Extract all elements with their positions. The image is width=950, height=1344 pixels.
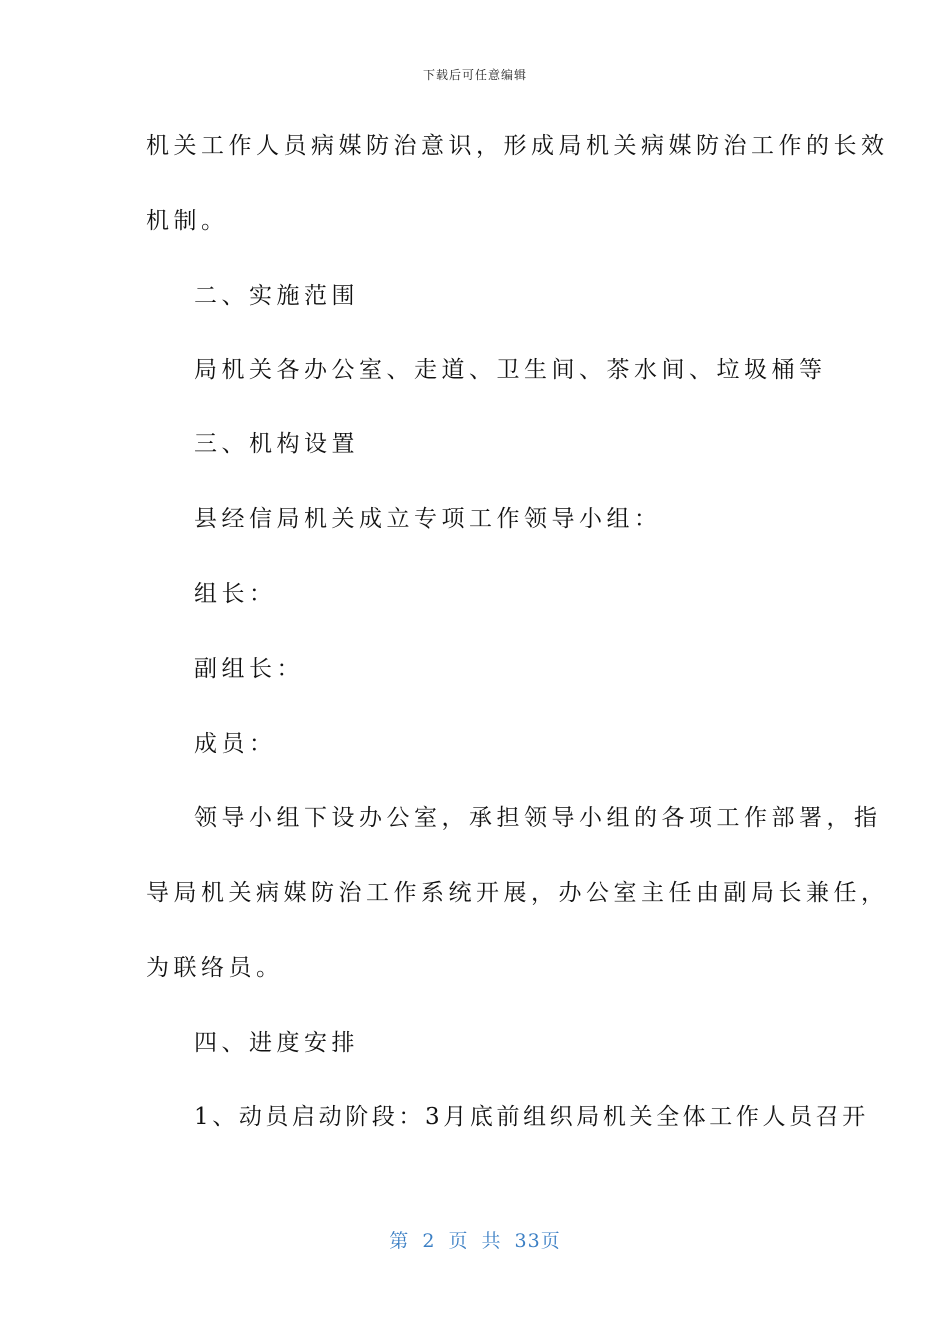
- section-heading-organization: 三、机构设置: [194, 431, 359, 457]
- section-heading-schedule: 四、进度安排: [194, 1030, 359, 1056]
- download-note: 下载后可任意编辑: [422, 68, 527, 82]
- team-leader-label: 组长：: [194, 581, 277, 607]
- paragraph-line: 局机关各办公室、走道、卫生间、茶水间、垃圾桶等: [194, 357, 827, 383]
- paragraph-line: 县经信局机关成立专项工作领导小组：: [194, 506, 662, 532]
- paragraph-line: 机制。: [146, 208, 229, 234]
- paragraph-line: 领导小组下设办公室，承担领导小组的各项工作部署，指: [194, 805, 882, 831]
- section-heading-scope: 二、实施范围: [194, 283, 359, 309]
- paragraph-line: 机关工作人员病媒防治意识，形成局机关病媒防治工作的长效: [146, 133, 889, 159]
- paragraph-line: 导局机关病媒防治工作系统开展，办公室主任由副局长兼任，: [146, 880, 889, 906]
- paragraph-line: 为联络员。: [146, 955, 284, 981]
- members-label: 成员：: [194, 731, 277, 757]
- page-number-footer: 第 2 页 共 33页: [389, 1230, 561, 1252]
- deputy-leader-label: 副组长：: [194, 656, 304, 682]
- paragraph-line: 1、动员启动阶段：3月底前组织局机关全体工作人员召开: [194, 1104, 869, 1130]
